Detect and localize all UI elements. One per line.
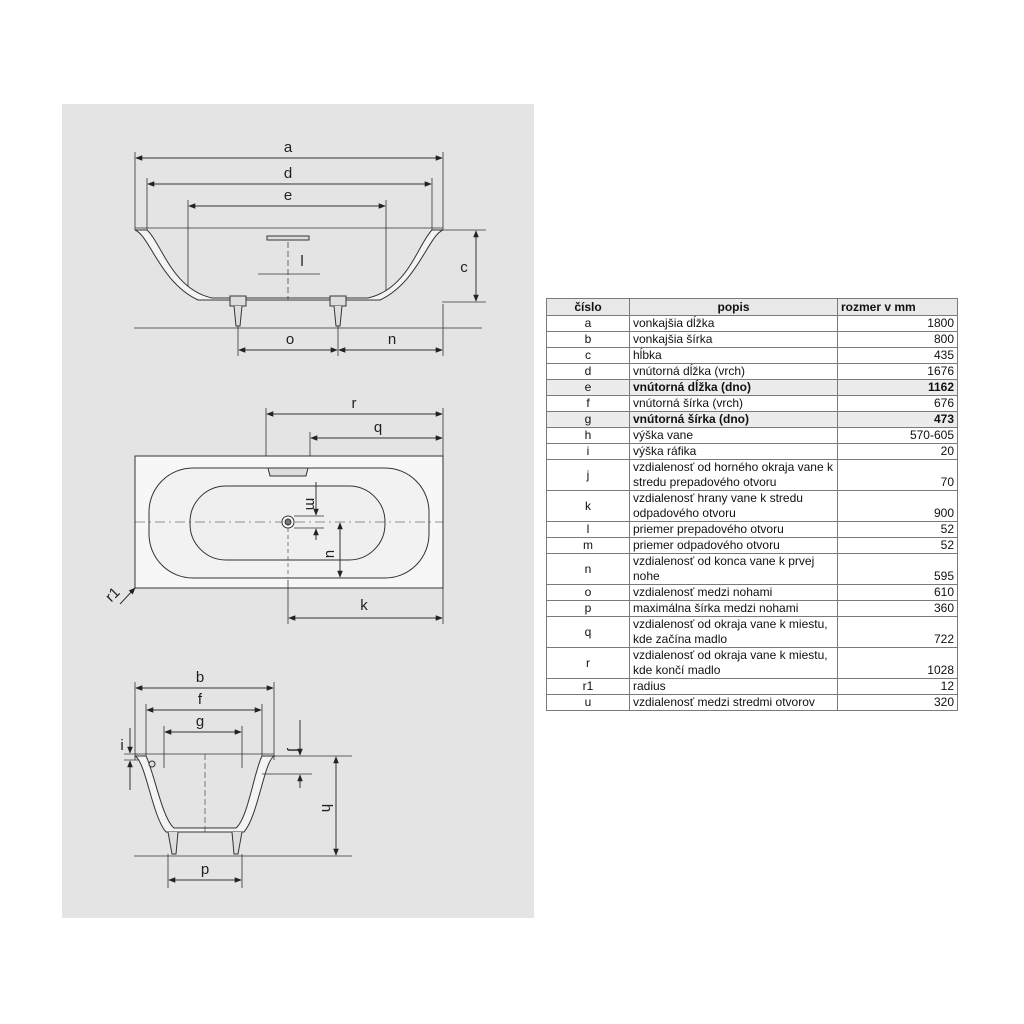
table-cell-desc: vnútorná dĺžka (vrch): [630, 364, 838, 380]
label-i: i: [120, 737, 124, 754]
table-row: [547, 332, 958, 348]
table-cell-desc: vzdialenosť medzi nohami: [630, 585, 838, 601]
table-cell-sym: d: [547, 364, 630, 380]
tub-cross-section-outline: [135, 756, 274, 832]
table-row: [547, 554, 958, 585]
plan-view: [120, 408, 443, 624]
table-row: [547, 679, 958, 695]
table-cell-val: 1800: [838, 316, 958, 332]
table-cell-sym: o: [547, 585, 630, 601]
label-q: q: [373, 419, 383, 436]
label-m: m: [302, 497, 319, 511]
table-cell-sym: f: [547, 396, 630, 412]
table-row: [547, 412, 958, 428]
table-cell-val: 360: [838, 601, 958, 617]
technical-drawing-panel: [62, 104, 534, 918]
table-cell-val: 1028: [838, 648, 958, 679]
table-cell-desc: priemer prepadového otvoru: [630, 522, 838, 538]
table-cell-sym: a: [547, 316, 630, 332]
table-cell-val: 676: [838, 396, 958, 412]
table-cell-sym: b: [547, 332, 630, 348]
table-cell-desc: výška ráfika: [630, 444, 838, 460]
table-cell-val: 52: [838, 538, 958, 554]
table-cell-sym: r: [547, 648, 630, 679]
foot-left: [230, 296, 246, 306]
table-cell-sym: m: [547, 538, 630, 554]
bathtub-technical-drawing: [62, 104, 534, 918]
header-rozmer: rozmer v mm: [838, 299, 958, 316]
header-cislo: číslo: [547, 299, 630, 316]
table-cell-desc: hĺbka: [630, 348, 838, 364]
handle-recess: [268, 468, 308, 476]
table-cell-desc: vzdialenosť od okraja vane k miestu, kde začína madlo: [630, 617, 838, 648]
table-cell-val: 320: [838, 695, 958, 711]
table-row: [547, 648, 958, 679]
table-cell-val: 722: [838, 617, 958, 648]
table-row: [547, 396, 958, 412]
table-cell-desc: vonkajšia šírka: [630, 332, 838, 348]
table-cell-sym: c: [547, 348, 630, 364]
table-cell-val: 595: [838, 554, 958, 585]
label-h: h: [318, 803, 335, 813]
table-row: [547, 522, 958, 538]
label-l: l: [300, 253, 304, 270]
label-g: g: [195, 713, 205, 730]
table-cell-sym: i: [547, 444, 630, 460]
label-c: c: [460, 259, 468, 276]
table-cell-val: 52: [838, 522, 958, 538]
table-cell-val: 1162: [838, 380, 958, 396]
table-cell-sym: p: [547, 601, 630, 617]
label-r1: r1: [102, 584, 124, 606]
table-cell-desc: vzdialenosť medzi stredmi otvorov: [630, 695, 838, 711]
table-cell-desc: vnútorná šírka (vrch): [630, 396, 838, 412]
table-row: [547, 364, 958, 380]
label-b: b: [195, 669, 205, 686]
table-row: [547, 428, 958, 444]
table-cell-desc: priemer odpadového otvoru: [630, 538, 838, 554]
table-row: [547, 538, 958, 554]
label-r: r: [351, 395, 357, 412]
foot-cross-right: [232, 832, 242, 854]
table-cell-desc: vnútorná šírka (dno): [630, 412, 838, 428]
table-row: [547, 695, 958, 711]
table-cell-sym: u: [547, 695, 630, 711]
table-cell-desc: vzdialenosť od okraja vane k miestu, kde končí madlo: [630, 648, 838, 679]
table-cell-val: 20: [838, 444, 958, 460]
table-cell-desc: vzdialenosť od konca vane k prvej nohe: [630, 554, 838, 585]
label-a: a: [283, 139, 293, 156]
table-cell-val: 1676: [838, 364, 958, 380]
table-cell-desc: vzdialenosť hrany vane k stredu odpadového otvoru: [630, 491, 838, 522]
table-cell-desc: výška vane: [630, 428, 838, 444]
table-row: [547, 491, 958, 522]
table-cell-val: 435: [838, 348, 958, 364]
table-cell-sym: j: [547, 460, 630, 491]
table-cell-val: 800: [838, 332, 958, 348]
dimensions-table: [546, 298, 958, 711]
table-cell-desc: radius: [630, 679, 838, 695]
table-header-row: [547, 299, 958, 316]
label-k: k: [360, 597, 368, 614]
table-cell-sym: k: [547, 491, 630, 522]
label-e: e: [283, 187, 293, 204]
table-row: [547, 617, 958, 648]
table-cell-sym: r1: [547, 679, 630, 695]
header-popis: popis: [630, 299, 838, 316]
label-d: d: [283, 165, 293, 182]
table-cell-val: 12: [838, 679, 958, 695]
table-cell-sym: q: [547, 617, 630, 648]
foot-right: [330, 296, 346, 306]
table-cell-desc: maximálna šírka medzi nohami: [630, 601, 838, 617]
table-row: [547, 585, 958, 601]
handle-shape: [267, 236, 309, 240]
table-row: [547, 444, 958, 460]
table-cell-val: 473: [838, 412, 958, 428]
table-cell-val: 70: [838, 460, 958, 491]
table-row: [547, 601, 958, 617]
table-cell-desc: vzdialenosť od horného okraja vane k stredu prepadového otvoru: [630, 460, 838, 491]
table-row: [547, 348, 958, 364]
table-cell-sym: e: [547, 380, 630, 396]
label-f: f: [197, 691, 203, 708]
longitudinal-section-view: [134, 152, 486, 356]
foot-cross-left: [168, 832, 178, 854]
label-o: o: [285, 331, 295, 348]
label-u: u: [322, 549, 339, 559]
table-cell-sym: n: [547, 554, 630, 585]
table-row: [547, 380, 958, 396]
table-cell-desc: vnútorná dĺžka (dno): [630, 380, 838, 396]
label-p: p: [200, 861, 210, 878]
table-cell-sym: l: [547, 522, 630, 538]
table-cell-val: 610: [838, 585, 958, 601]
label-j: j: [286, 748, 303, 752]
table-cell-desc: vonkajšia dĺžka: [630, 316, 838, 332]
table-cell-sym: h: [547, 428, 630, 444]
overflow-hole: [149, 761, 155, 767]
cross-section-view: [124, 682, 352, 888]
table-cell-val: 570-605: [838, 428, 958, 444]
table-cell-sym: g: [547, 412, 630, 428]
table-row: [547, 460, 958, 491]
label-n: n: [387, 331, 397, 348]
table-row: [547, 316, 958, 332]
table-cell-val: 900: [838, 491, 958, 522]
